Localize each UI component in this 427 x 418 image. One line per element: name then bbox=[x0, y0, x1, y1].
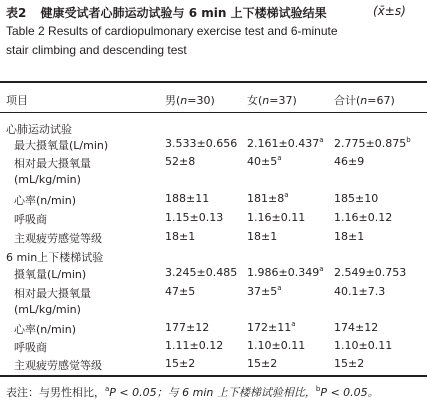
table-row bbox=[0, 192, 427, 210]
row-label-value: 心率(n/min) bbox=[14, 323, 77, 336]
section-label-value: 6 min上下楼梯试验 bbox=[6, 251, 104, 264]
male-cell-value: 3.533±0.656 bbox=[165, 137, 238, 150]
total-cell bbox=[334, 211, 392, 224]
row-label bbox=[14, 230, 102, 246]
total-cell-value: 2.549±0.753 bbox=[334, 266, 407, 279]
row-label bbox=[14, 211, 47, 227]
stat-notation: (x̄±s) bbox=[373, 4, 406, 18]
female-cell bbox=[247, 285, 282, 298]
row-label-value: 摄氧量(L/min) bbox=[14, 268, 87, 281]
male-cell bbox=[165, 211, 223, 224]
female-cell bbox=[247, 155, 282, 168]
header-male: 男(n=30) bbox=[165, 94, 215, 107]
table-row bbox=[0, 285, 427, 303]
row-label-value: 主观疲劳感觉等级 bbox=[14, 232, 102, 245]
table-caption-cn bbox=[6, 4, 406, 21]
table-footnote bbox=[6, 384, 379, 400]
female-cell-value: 18±1 bbox=[247, 230, 278, 243]
table-row bbox=[0, 303, 427, 321]
table-row bbox=[0, 266, 427, 284]
total-cell bbox=[334, 285, 385, 298]
row-label-value: (mL/kg/min) bbox=[14, 173, 81, 186]
row-label bbox=[14, 173, 81, 186]
row-label bbox=[14, 192, 76, 208]
table-row bbox=[0, 155, 427, 173]
female-cell-value: 2.161±0.437 bbox=[247, 137, 320, 150]
total-cell-value: 40.1±7.3 bbox=[334, 285, 386, 298]
female-cell bbox=[247, 230, 277, 243]
table-number: 表2 bbox=[6, 6, 27, 20]
row-label bbox=[14, 321, 76, 337]
header-female: 女(n=37) bbox=[247, 94, 297, 107]
row-label bbox=[14, 285, 91, 301]
male-cell-value: 18±1 bbox=[165, 230, 196, 243]
male-cell bbox=[165, 285, 195, 298]
total-cell-value: 1.16±0.12 bbox=[334, 211, 393, 224]
row-label-value: (mL/kg/min) bbox=[14, 303, 81, 316]
male-cell bbox=[165, 230, 195, 243]
footnote-p-a: P < 0.05；与 6 min 上下楼梯试验相比， bbox=[109, 386, 316, 399]
female-cell-sig-mark: a bbox=[277, 154, 282, 162]
section-label bbox=[6, 249, 103, 265]
total-cell bbox=[334, 137, 411, 150]
table-row bbox=[0, 137, 427, 155]
female-cell bbox=[247, 211, 305, 224]
row-label bbox=[14, 303, 81, 316]
section-label-value: 心肺运动试验 bbox=[6, 123, 72, 136]
table-row bbox=[0, 230, 427, 248]
total-cell-value: 15±2 bbox=[334, 357, 365, 370]
female-cell-value: 37±5 bbox=[247, 285, 278, 298]
male-cell-value: 1.15±0.13 bbox=[165, 211, 224, 224]
female-cell-value: 1.10±0.11 bbox=[247, 339, 306, 352]
female-cell bbox=[247, 321, 296, 334]
row-label bbox=[14, 266, 86, 282]
male-cell bbox=[165, 192, 209, 205]
female-cell-sig-mark: a bbox=[319, 136, 324, 144]
section-label bbox=[6, 121, 72, 137]
header-rule bbox=[0, 112, 427, 113]
section-row bbox=[0, 249, 427, 267]
row-label bbox=[14, 357, 102, 373]
male-cell-value: 15±2 bbox=[165, 357, 196, 370]
total-cell-value: 185±10 bbox=[334, 192, 379, 205]
female-cell-value: 1.986±0.349 bbox=[247, 266, 320, 279]
footnote-prefix: 表注：与男性相比， bbox=[6, 386, 105, 399]
female-cell-sig-mark: a bbox=[284, 191, 289, 199]
header-item: 项目 bbox=[6, 94, 28, 107]
total-cell-sig-mark: b bbox=[406, 136, 411, 144]
row-label-value: 相对最大摄氧量 bbox=[14, 287, 91, 300]
male-cell bbox=[165, 321, 209, 334]
row-label-value: 呼吸商 bbox=[14, 341, 47, 354]
table-title-en-line2: stair climbing and descending test bbox=[6, 43, 187, 57]
male-cell-value: 1.11±0.12 bbox=[165, 339, 224, 352]
table-row bbox=[0, 211, 427, 229]
female-cell bbox=[247, 266, 324, 279]
row-label bbox=[14, 155, 91, 171]
female-cell-sig-mark: a bbox=[319, 265, 324, 273]
bottom-rule bbox=[0, 375, 427, 377]
male-cell-value: 188±11 bbox=[165, 192, 210, 205]
total-cell bbox=[334, 155, 364, 168]
male-cell bbox=[165, 266, 237, 279]
total-cell bbox=[334, 339, 392, 352]
row-label-value: 相对最大摄氧量 bbox=[14, 157, 91, 170]
footnote-p-b: P < 0.05。 bbox=[320, 386, 379, 399]
female-cell-value: 40±5 bbox=[247, 155, 278, 168]
male-cell-value: 177±12 bbox=[165, 321, 210, 334]
female-cell-value: 15±2 bbox=[247, 357, 278, 370]
table-row bbox=[0, 339, 427, 357]
total-cell-value: 1.10±0.11 bbox=[334, 339, 393, 352]
top-rule bbox=[0, 81, 427, 83]
header-total: 合计(n=67) bbox=[334, 94, 395, 107]
male-cell-value: 52±8 bbox=[165, 155, 196, 168]
female-cell bbox=[247, 192, 289, 205]
female-cell bbox=[247, 339, 305, 352]
total-cell bbox=[334, 357, 364, 370]
male-cell-value: 47±5 bbox=[165, 285, 196, 298]
total-cell bbox=[334, 266, 406, 279]
female-cell-sig-mark: a bbox=[291, 320, 296, 328]
footnote-sup-b: b bbox=[315, 385, 321, 393]
male-cell bbox=[165, 339, 223, 352]
total-cell-value: 46±9 bbox=[334, 155, 365, 168]
row-label-value: 心率(n/min) bbox=[14, 194, 77, 207]
male-cell bbox=[165, 137, 237, 150]
total-cell bbox=[334, 321, 378, 334]
row-label-value: 最大摄氧量(L/min) bbox=[14, 139, 109, 152]
male-cell bbox=[165, 155, 195, 168]
total-cell-value: 2.775±0.875 bbox=[334, 137, 407, 150]
row-label bbox=[14, 339, 47, 355]
female-cell-value: 1.16±0.11 bbox=[247, 211, 306, 224]
row-label-value: 呼吸商 bbox=[14, 213, 47, 226]
table-title-en-line1: Table 2 Results of cardiopulmonary exercise test and 6-minute bbox=[6, 24, 338, 38]
total-cell bbox=[334, 230, 364, 243]
row-label bbox=[14, 137, 108, 153]
female-cell-value: 172±11 bbox=[247, 321, 292, 334]
table-title-cn: 健康受试者心肺运动试验与 6 min 上下楼梯试验结果 bbox=[40, 6, 327, 20]
female-cell bbox=[247, 357, 277, 370]
row-label-value: 主观疲劳感觉等级 bbox=[14, 359, 102, 372]
footnote-sup-a: a bbox=[105, 385, 110, 393]
female-cell bbox=[247, 137, 324, 150]
total-cell-value: 174±12 bbox=[334, 321, 379, 334]
total-cell-value: 18±1 bbox=[334, 230, 365, 243]
total-cell bbox=[334, 192, 378, 205]
table-row bbox=[0, 173, 427, 191]
female-cell-sig-mark: a bbox=[277, 284, 282, 292]
male-cell bbox=[165, 357, 195, 370]
female-cell-value: 181±8 bbox=[247, 192, 285, 205]
male-cell-value: 3.245±0.485 bbox=[165, 266, 238, 279]
table-row bbox=[0, 321, 427, 339]
table-row bbox=[0, 357, 427, 375]
